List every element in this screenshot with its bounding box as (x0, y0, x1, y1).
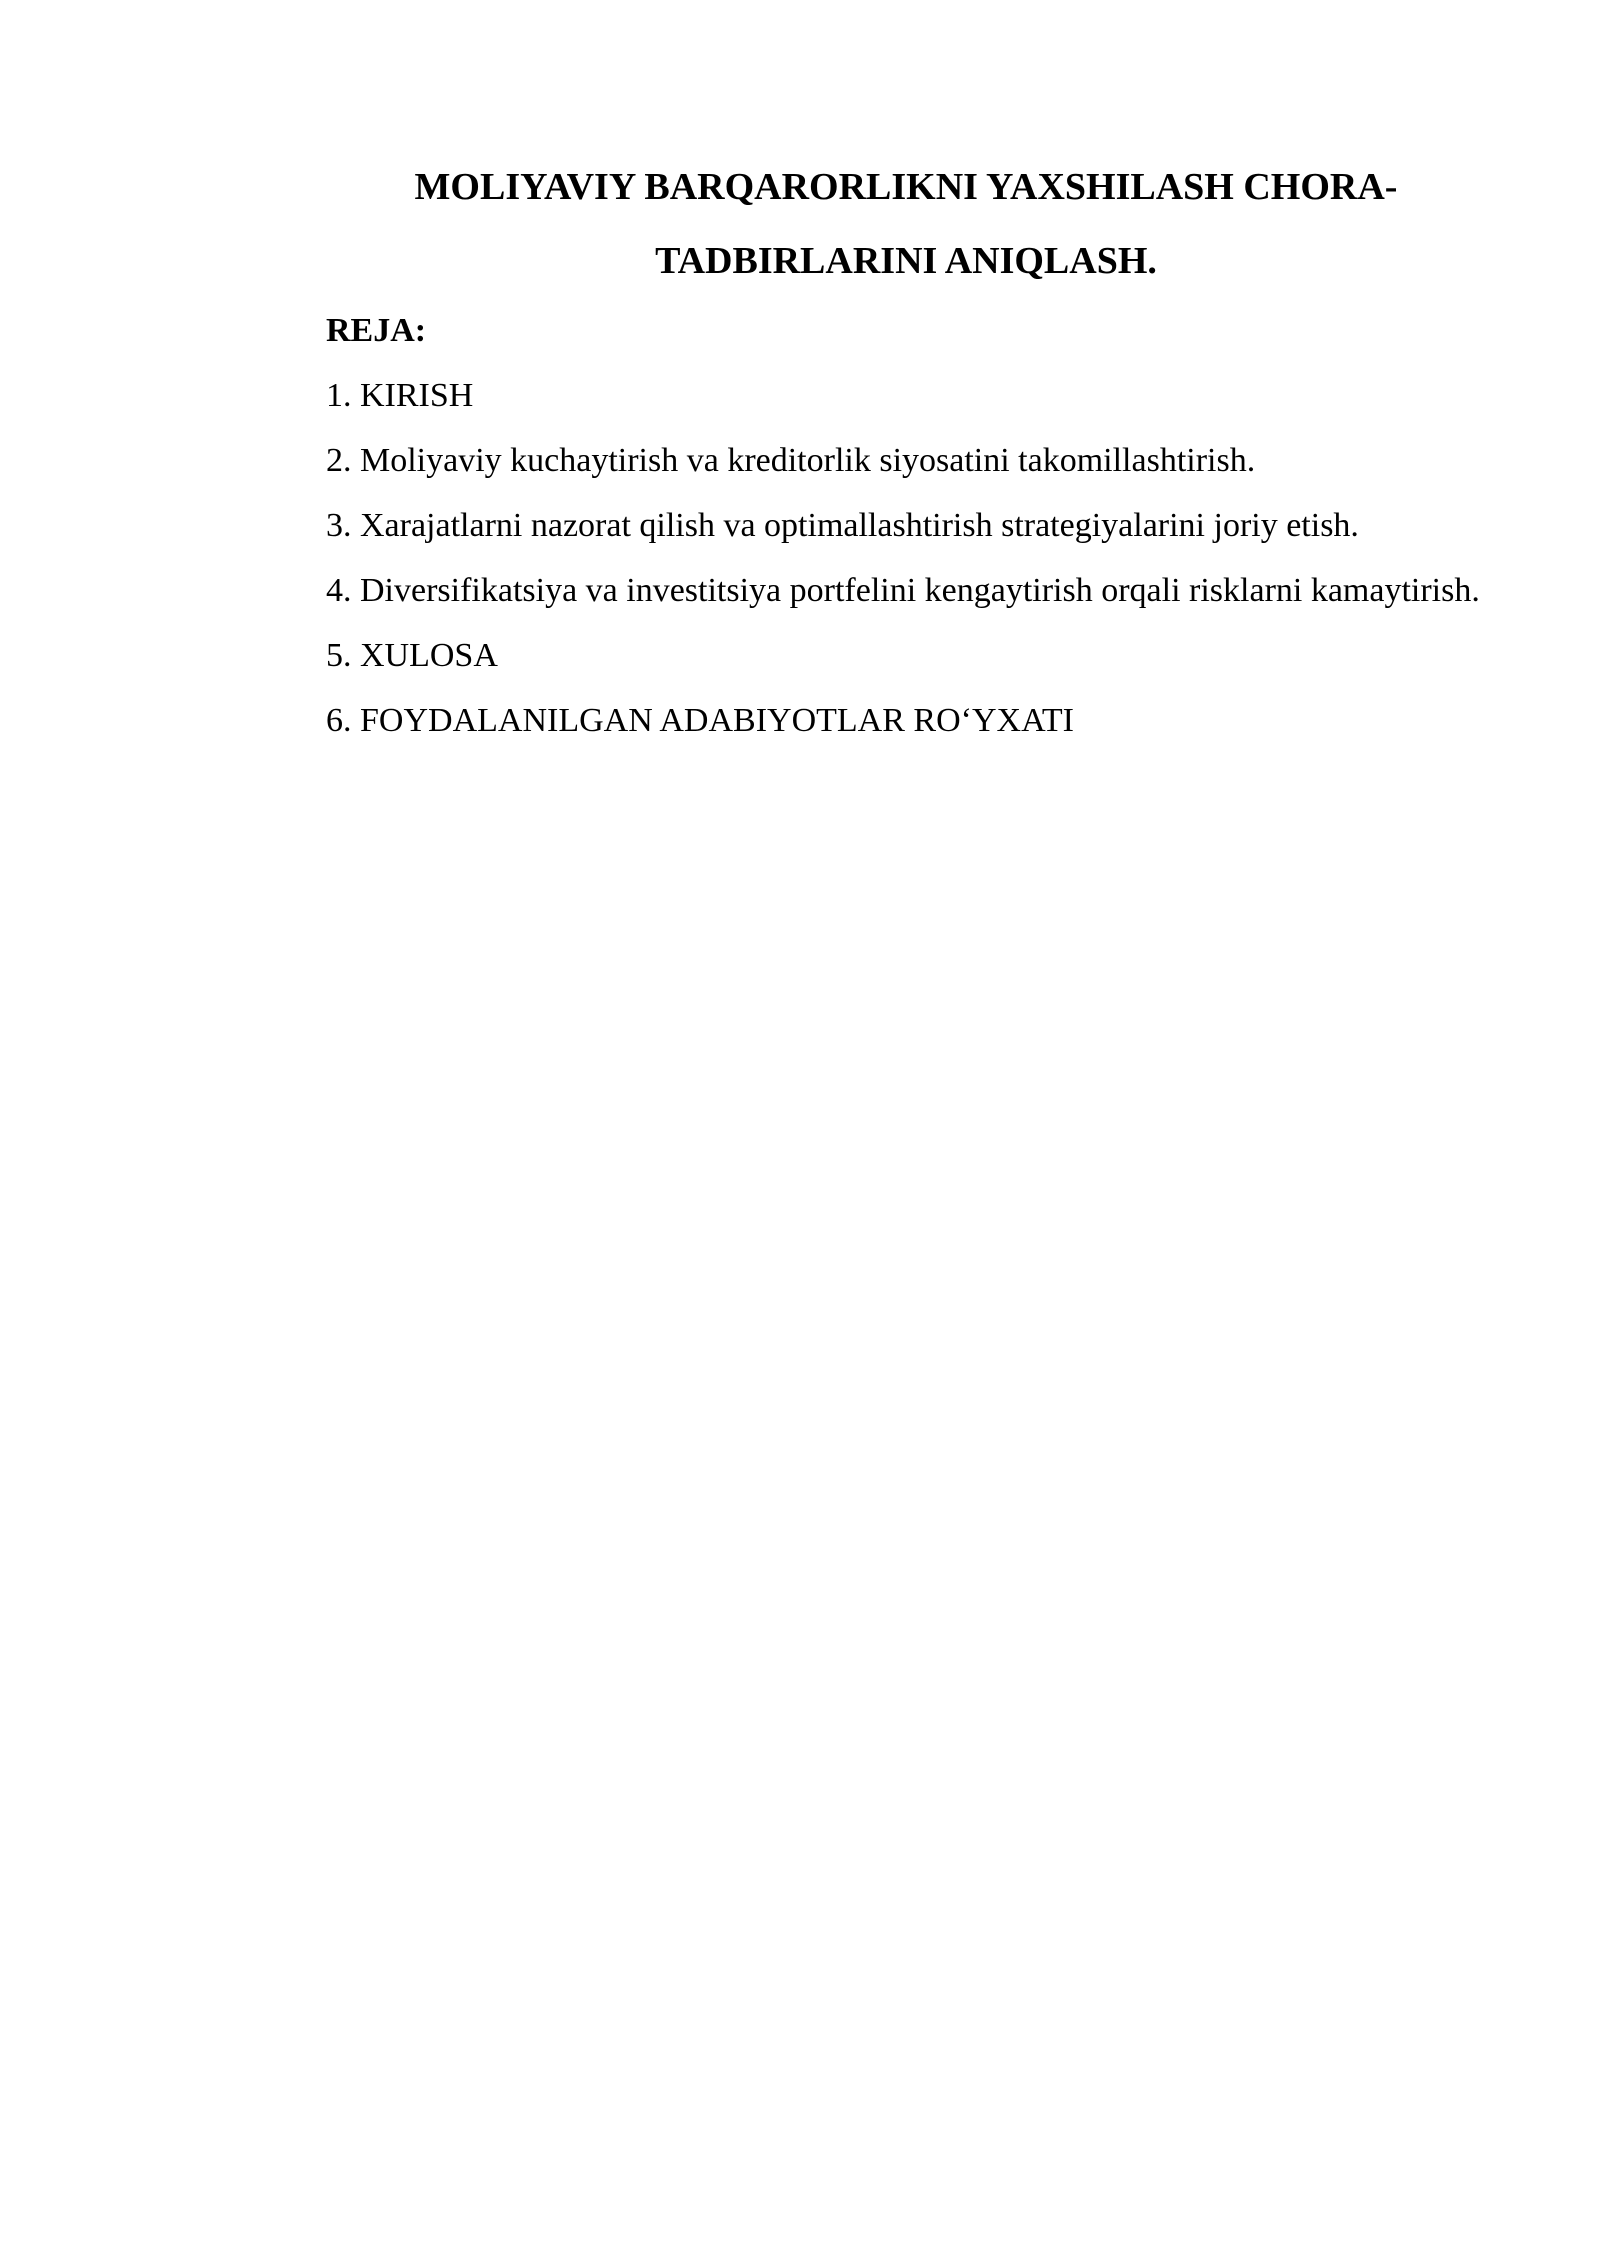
document-body (230, 150, 1486, 753)
plan-item-5: 5. XULOSA (326, 637, 498, 674)
plan-item-1: 1. KIRISH (326, 377, 474, 414)
plan-item-3: 3. Xarajatlarni nazorat qilish va optimallashtirish strategiyalarini joriy etish. (326, 507, 1359, 544)
plan-item-4: 4. Diversifikatsiya va investitsiya portfelini kengaytirish orqali risklarni kamaytirish. (326, 572, 1480, 609)
document-title (230, 150, 1486, 298)
plan-item-2: 2. Moliyaviy kuchaytirish va kreditorlik siyosatini takomillashtirish. (326, 442, 1256, 479)
plan-heading: REJA: (326, 312, 427, 349)
plan-item-6: 6. FOYDALANILGAN ADABIYOTLAR RO‘YXATI (326, 702, 1074, 739)
document-title-line-1: MOLIYAVIY BARQARORLIKNI YAXSHILASH CHORA- (414, 166, 1398, 208)
document-title-line-2: TADBIRLARINI ANIQLASH. (655, 240, 1157, 282)
